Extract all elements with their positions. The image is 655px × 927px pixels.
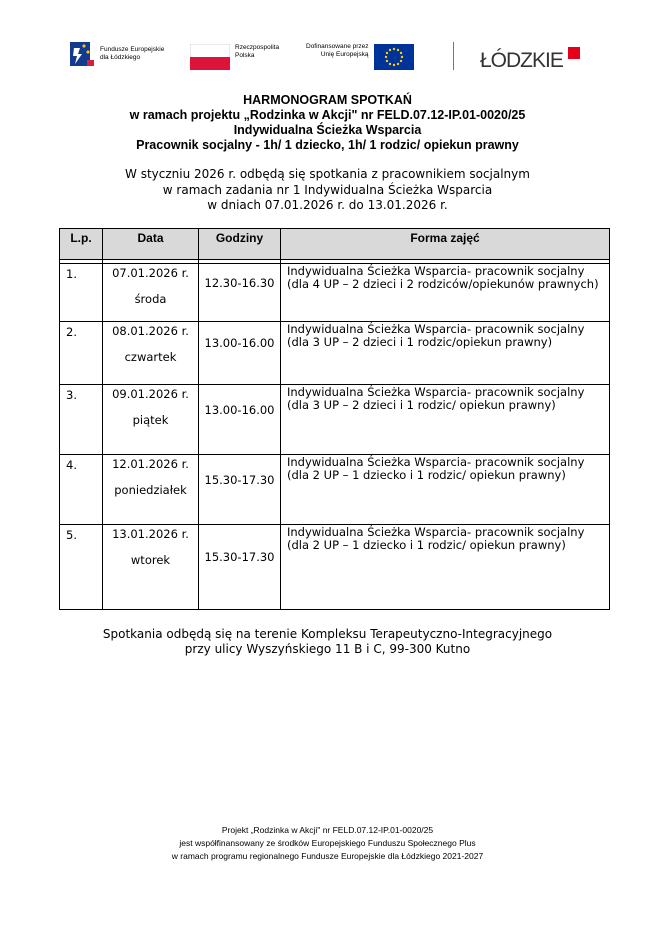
lodzkie-logo — [478, 43, 584, 73]
row-hours: 12.30-16.30 — [204, 275, 275, 290]
row-forma-cell — [281, 525, 610, 610]
row-forma-line1: Indywidualna Ścieżka Wsparcia- pracownik socjalny — [287, 322, 585, 336]
row-forma-line1: Indywidualna Ścieżka Wsparcia- pracownik socjalny — [287, 385, 585, 399]
title-line-4: Pracownik socjalny - 1h/ 1 dziecko, 1h/ 1 rodzic/ opiekun prawny — [136, 138, 519, 152]
fe-logo — [70, 38, 164, 70]
eu-logo-line1: Dofinansowane przez — [306, 43, 369, 50]
footer-line-2: jest współfinansowany ze środków Europejskiego Funduszu Społecznego Plus — [179, 838, 476, 848]
header-hours: Godziny — [199, 229, 281, 260]
header-date: Data — [103, 229, 199, 260]
row-forma-cell — [281, 455, 610, 525]
row-forma-line1: Indywidualna Ścieżka Wsparcia- pracownik socjalny — [287, 264, 585, 278]
polish-flag-icon — [190, 44, 230, 70]
title-line-3: Indywidualna Ścieżka Wsparcia — [233, 123, 422, 137]
eu-logo — [306, 44, 414, 70]
row-lp: 2. — [60, 322, 103, 385]
row-hours-cell — [199, 264, 281, 322]
row-date: 12.01.2026 r. — [112, 457, 189, 471]
table-header-row — [60, 229, 610, 260]
fe-logo-line1: Fundusze Europejskie — [100, 46, 165, 53]
footer-line-1: Projekt „Rodzinka w Akcji" nr FELD.07.12-IP.01-0020/25 — [221, 825, 434, 835]
row-date-cell — [103, 322, 199, 385]
row-date-cell — [103, 455, 199, 525]
title-line-1: HARMONOGRAM SPOTKAŃ — [243, 93, 412, 107]
row-hours-cell — [199, 385, 281, 455]
rp-logo-line1: Rzeczpospolita — [235, 44, 280, 51]
eu-flag-icon — [374, 44, 414, 70]
row-forma-line2: (dla 2 UP – 1 dziecko i 1 rodzic/ opiekun prawny) — [287, 468, 566, 482]
rp-logo — [190, 44, 279, 70]
row-hours: 15.30-17.30 — [204, 472, 275, 487]
eu-logo-line2: Unię Europejską — [320, 51, 369, 58]
table-row — [60, 322, 610, 385]
row-lp: 5. — [60, 525, 103, 610]
row-hours-cell — [199, 525, 281, 610]
row-forma-cell — [281, 385, 610, 455]
rp-logo-line2: Polska — [235, 52, 255, 59]
footer-line-3: w ramach programu regionalnego Fundusze Europejskie dla Łódzkiego 2021-2027 — [171, 851, 484, 861]
logo-bar — [0, 38, 655, 78]
location-line-1: Spotkania odbędą się na terenie Kompleksu Terapeutyczno-Integracyjnego — [102, 627, 553, 641]
row-hours-cell — [199, 455, 281, 525]
row-day: środa — [134, 292, 167, 306]
row-day: poniedziałek — [114, 483, 187, 497]
row-date-cell — [103, 385, 199, 455]
intro-text — [0, 167, 655, 214]
row-date-cell — [103, 525, 199, 610]
row-lp: 1. — [60, 264, 103, 322]
intro-line-1: W styczniu 2026 r. odbędą się spotkania z pracownikiem socjalnym — [125, 167, 530, 181]
meeting-location — [0, 627, 655, 657]
row-forma-line2: (dla 2 UP – 1 dziecko i 1 rodzic/ opiekun prawny) — [287, 538, 566, 552]
header-lp: L.p. — [60, 229, 103, 260]
fe-logo-icon — [70, 38, 96, 70]
row-day: wtorek — [130, 553, 171, 567]
table-row — [60, 455, 610, 525]
row-forma-line1: Indywidualna Ścieżka Wsparcia- pracownik socjalny — [287, 455, 585, 469]
logo-divider — [453, 42, 454, 70]
row-day: piątek — [132, 413, 169, 427]
project-footer — [0, 824, 655, 863]
row-date: 07.01.2026 r. — [112, 266, 189, 280]
location-line-2: przy ulicy Wyszyńskiego 11 B i C, 99-300 Kutno — [184, 642, 471, 656]
row-date: 08.01.2026 r. — [112, 324, 189, 338]
title-line-2: w ramach projektu „Rodzinka w Akcji" nr FELD.07.12-IP.01-0020/25 — [129, 108, 526, 122]
row-hours: 13.00-16.00 — [204, 402, 275, 417]
row-date: 09.01.2026 r. — [112, 387, 189, 401]
row-forma-line2: (dla 3 UP – 2 dzieci i 1 rodzic/ opiekun prawny) — [287, 398, 556, 412]
table-row — [60, 264, 610, 322]
row-date: 13.01.2026 r. — [112, 527, 189, 541]
row-hours: 15.30-17.30 — [204, 550, 275, 564]
intro-line-3: w dniach 07.01.2026 r. do 13.01.2026 r. — [207, 198, 448, 212]
row-lp: 4. — [60, 455, 103, 525]
row-forma-cell — [281, 322, 610, 385]
table-row — [60, 385, 610, 455]
row-forma-line1: Indywidualna Ścieżka Wsparcia- pracownik socjalny — [287, 525, 585, 539]
fe-logo-line2: dla Łódzkiego — [100, 54, 141, 61]
row-date-cell — [103, 264, 199, 322]
row-hours-cell — [199, 322, 281, 385]
row-forma-line2: (dla 3 UP – 2 dzieci i 1 rodzic/opiekun prawny) — [287, 335, 553, 349]
intro-line-2: w ramach zadania nr 1 Indywidualna Ścieżka Wsparcia — [162, 182, 493, 197]
table-row — [60, 525, 610, 610]
header-forma: Forma zajęć — [281, 229, 610, 260]
lodzkie-logo-text: ŁÓDZKIE — [480, 49, 563, 72]
schedule-table — [59, 228, 610, 610]
document-title — [0, 93, 655, 153]
row-forma-line2: (dla 4 UP – 2 dzieci i 2 rodziców/opiekunów prawnych) — [287, 277, 599, 291]
row-hours: 13.00-16.00 — [204, 336, 275, 350]
lodzkie-logo-mark — [478, 43, 584, 73]
row-lp: 3. — [60, 385, 103, 455]
row-day: czwartek — [124, 350, 177, 364]
row-forma-cell — [281, 264, 610, 322]
